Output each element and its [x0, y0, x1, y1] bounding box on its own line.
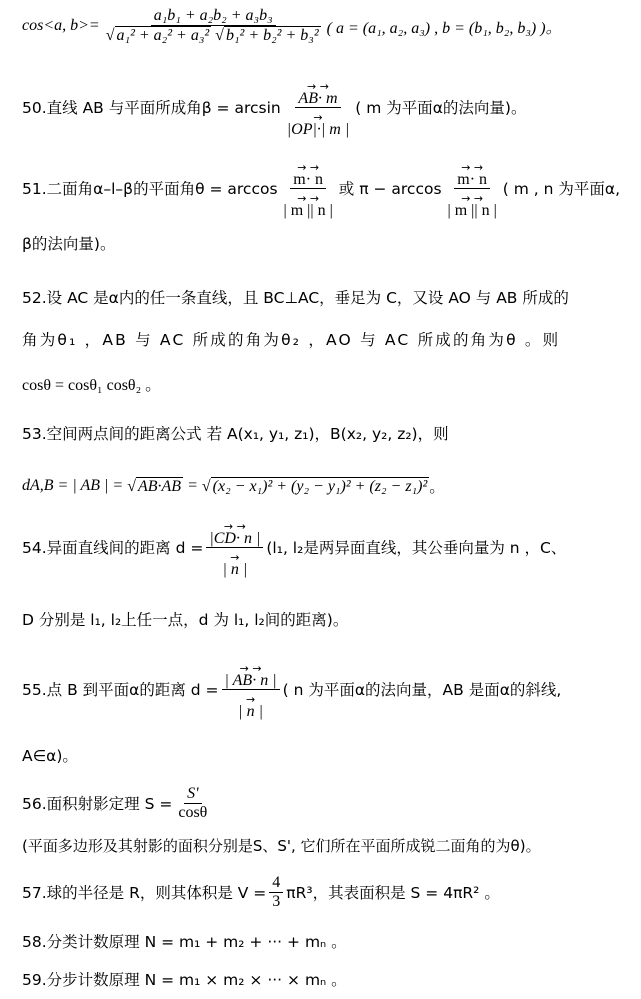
f50-fraction	[284, 77, 352, 138]
f49-pre: cos<a, b>=	[22, 17, 100, 34]
f57-text-b: πR³，其表面积是 S = 4πR² 。	[286, 884, 500, 902]
formula-54	[22, 519, 567, 578]
f53-pre: dA,B = | AB | =	[22, 477, 124, 494]
f54-post: (l₁, l₂是两异面直线，其公垂向量为 n ，C、	[266, 539, 567, 557]
f57-fraction	[269, 874, 283, 911]
f53-eq: =	[187, 477, 198, 494]
f50-denominator: → |OP|·| m |	[286, 110, 350, 138]
formula-55-cont: A∈α)。	[22, 747, 78, 765]
formula-53-line-1: 53.空间两点间的距离公式 若 A(x₁, y₁, z₁)，B(x₂, y₂, z₂)，则	[22, 425, 449, 443]
formula-56-cont: (平面多边形及其射影的面积分别是S、S', 它们所在平面所成锐二面角的为θ)。	[22, 836, 541, 855]
f57-text-a: 57.球的半径是 R，则其体积是 V =	[22, 884, 267, 902]
f56-denominator: cosθ	[178, 803, 208, 821]
formula-49	[22, 6, 562, 46]
f53-post: 。	[429, 478, 445, 496]
f55-numerator: | AB· n |	[224, 671, 277, 689]
f50-label: 50.直线 AB 与平面所成角β = arcsin	[22, 99, 281, 117]
f49-fraction	[103, 7, 324, 45]
formula-52-line-1: 52.设 AC 是α内的任一条直线，且 BC⊥AC，垂足为 C，又设 AO 与 AB 所成的	[22, 289, 569, 307]
f54-fraction: → → |CD· n | → | n |	[206, 517, 263, 578]
f51-denominator-1: | m || n |	[283, 201, 333, 219]
f51-numerator-2: m· n	[457, 170, 488, 188]
formula-55	[22, 661, 562, 720]
formula-51	[22, 160, 621, 219]
f55-post: ( n 为平面α的法向量，AB 是面α的斜线,	[282, 681, 562, 699]
f51-numerator-1: m· n	[293, 170, 324, 188]
f53-root-2: √ (x₂ − x₁)² + (y₂ − y₁)² + (z₂ − z₁)²	[201, 477, 428, 495]
f51-mid: 或 π − arccos	[338, 180, 442, 198]
f54-denominator: | n |	[222, 560, 248, 578]
f50-post: ( m 为平面α的法向量)。	[355, 99, 527, 117]
formula-52-line-2: 角为θ₁ ，AB 与 AC 所成的角为θ₂ ，AO 与 AC 所成的角为θ 。则	[22, 331, 561, 349]
f49-denominator: √ a₁² + a₂² + a₃² √ b₁² + b₂² + b₃²	[105, 27, 319, 44]
formula-51-cont: β的法向量)。	[22, 235, 116, 253]
f55-label: 55.点 B 到平面α的距离 d =	[22, 681, 219, 699]
f50-numerator: → → AB· m	[295, 77, 340, 108]
f51-denominator-2: | m || n |	[447, 201, 497, 219]
formula-57	[22, 870, 500, 914]
formula-59: 59.分步计数原理 N = m₁ × m₂ × ··· × mₙ 。	[22, 971, 347, 989]
formula-53-line-2	[22, 466, 445, 506]
formula-56	[22, 780, 213, 826]
formula-52-line-3: cosθ = cosθ₁ cosθ₂ 。	[22, 376, 162, 394]
formula-54-cont: D 分别是 l₁, l₂上任一点，d 为 l₁, l₂间的距离)。	[22, 611, 349, 629]
f57-denominator: 3	[272, 892, 281, 910]
f54-numerator: |CD· n |	[209, 529, 261, 547]
f51-fraction-1: → → m· n → → | m || n |	[281, 158, 336, 219]
f51-label: 51.二面角α–l–β的平面角θ = arccos	[22, 180, 278, 198]
f56-fraction	[175, 785, 210, 822]
formula-50	[22, 79, 527, 138]
f56-numerator: S'	[184, 785, 201, 804]
f55-fraction: → → | AB· n | → | n |	[222, 659, 280, 720]
f56-label: 56.面积射影定理 S =	[22, 795, 173, 813]
f57-numerator: 4	[269, 874, 283, 893]
formula-58: 58.分类计数原理 N = m₁ + m₂ + ··· + mₙ 。	[22, 933, 347, 951]
f53-root-1: √ AB·AB	[127, 477, 182, 495]
f51-fraction-2: → → m· n → → | m || n |	[445, 158, 500, 219]
f54-label: 54.异面直线间的距离 d =	[22, 539, 204, 557]
f49-post: ( a = (a₁, a₂, a₃) , b = (b₁, b₂, b₃) )。	[326, 19, 562, 37]
f49-numerator: a₁b₁ + a₂b₂ + a₃b₃	[151, 7, 276, 26]
f55-denominator: | n |	[238, 702, 263, 720]
f51-post: ( m , n 为平面α,	[502, 180, 621, 198]
